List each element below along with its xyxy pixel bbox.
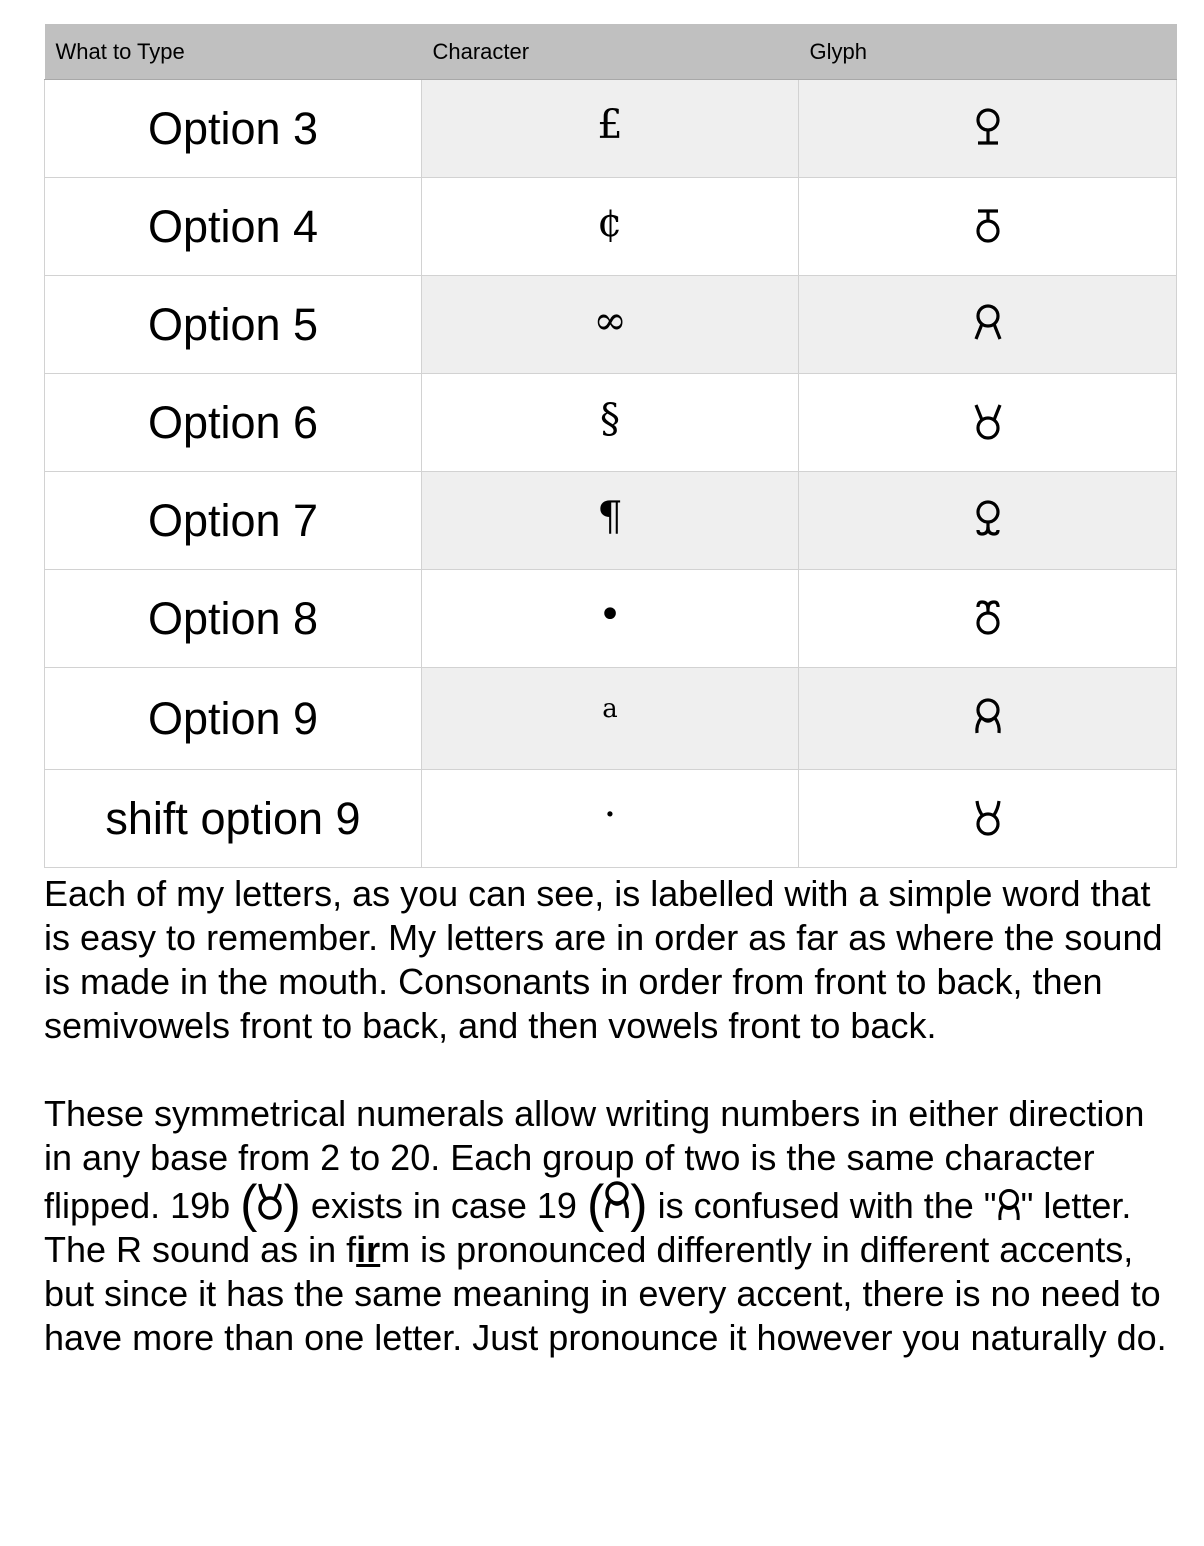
numerals-text-2: exists in case 19 bbox=[300, 1185, 587, 1226]
numerals-text-5: m is pronounced differently in different accents, but since it has the same meaning in every accent, there is no need to have more than one letter. Just pronounce it however you naturally do. bbox=[44, 1229, 1167, 1358]
glyph-19-icon bbox=[604, 1180, 630, 1222]
character-cell: • bbox=[422, 570, 799, 668]
glyph-cell bbox=[799, 276, 1177, 374]
glyph-cell bbox=[799, 770, 1177, 868]
header-character: Character bbox=[422, 24, 799, 80]
type-cell: shift option 9 bbox=[45, 770, 422, 868]
keyboard-glyph-table bbox=[44, 24, 1177, 868]
paragraph-letters: Each of my letters, as you can see, is labelled with a simple word that is easy to remember. My letters are in order as far as where the sound is made in the mouth. Consonants in order from front to back, then semivowels front to back, and then vowels front to back. bbox=[44, 873, 1163, 1046]
paren-close: ) bbox=[283, 1175, 301, 1233]
glyph-e-icon bbox=[973, 499, 1003, 539]
table-row bbox=[45, 472, 1177, 570]
document-page bbox=[44, 24, 1176, 1360]
glyph-cell bbox=[799, 472, 1177, 570]
numerals-text-1: These symmetrical numerals allow writing numbers in either direction in any base from 2 to 20. Each group of two is the same character flipped. 19b bbox=[44, 1093, 1145, 1226]
type-cell: Option 5 bbox=[45, 276, 422, 374]
numerals-text-3: is confused with the " bbox=[647, 1185, 997, 1226]
glyph-19b-icon bbox=[257, 1180, 283, 1222]
glyph-d-icon bbox=[973, 401, 1003, 441]
numerals-text-4: " letter. The R sound as in f bbox=[44, 1185, 1132, 1270]
glyph-cell bbox=[799, 80, 1177, 178]
type-cell: Option 6 bbox=[45, 374, 422, 472]
type-cell: Option 4 bbox=[45, 178, 422, 276]
table-row bbox=[45, 178, 1177, 276]
glyph-h-icon bbox=[973, 797, 1003, 837]
glyph-g-icon bbox=[973, 697, 1003, 737]
underlined-ir: ir bbox=[356, 1229, 381, 1270]
paren-open: ( bbox=[586, 1175, 605, 1233]
table-row bbox=[45, 374, 1177, 472]
glyph-cell bbox=[799, 668, 1177, 770]
type-cell: Option 9 bbox=[45, 668, 422, 770]
glyph-cell bbox=[799, 374, 1177, 472]
character-cell: a bbox=[422, 668, 799, 770]
table-row bbox=[45, 570, 1177, 668]
table-row bbox=[45, 770, 1177, 868]
character-cell: § bbox=[422, 374, 799, 472]
character-cell: · bbox=[422, 770, 799, 868]
paragraph-numerals bbox=[44, 1092, 1176, 1360]
header-what-to-type: What to Type bbox=[45, 24, 422, 80]
glyph-c-icon bbox=[973, 303, 1003, 343]
table-row bbox=[45, 80, 1177, 178]
table-row bbox=[45, 668, 1177, 770]
character-cell: ∞ bbox=[422, 276, 799, 374]
glyph-a-icon bbox=[973, 107, 1003, 147]
paren-open: ( bbox=[240, 1175, 258, 1233]
glyph-cell bbox=[799, 570, 1177, 668]
type-cell: Option 8 bbox=[45, 570, 422, 668]
character-cell: £ bbox=[422, 80, 799, 178]
table-header-row bbox=[45, 24, 1177, 80]
character-cell: ¢ bbox=[422, 178, 799, 276]
glyph-cell bbox=[799, 178, 1177, 276]
glyph-b-icon bbox=[973, 205, 1003, 245]
glyph-letter-icon bbox=[997, 1188, 1021, 1222]
table-row bbox=[45, 276, 1177, 374]
type-cell: Option 3 bbox=[45, 80, 422, 178]
type-cell: Option 7 bbox=[45, 472, 422, 570]
glyph-f-icon bbox=[973, 597, 1003, 637]
character-cell: ¶ bbox=[422, 472, 799, 570]
paren-close: ) bbox=[630, 1175, 648, 1233]
header-glyph: Glyph bbox=[799, 24, 1177, 80]
